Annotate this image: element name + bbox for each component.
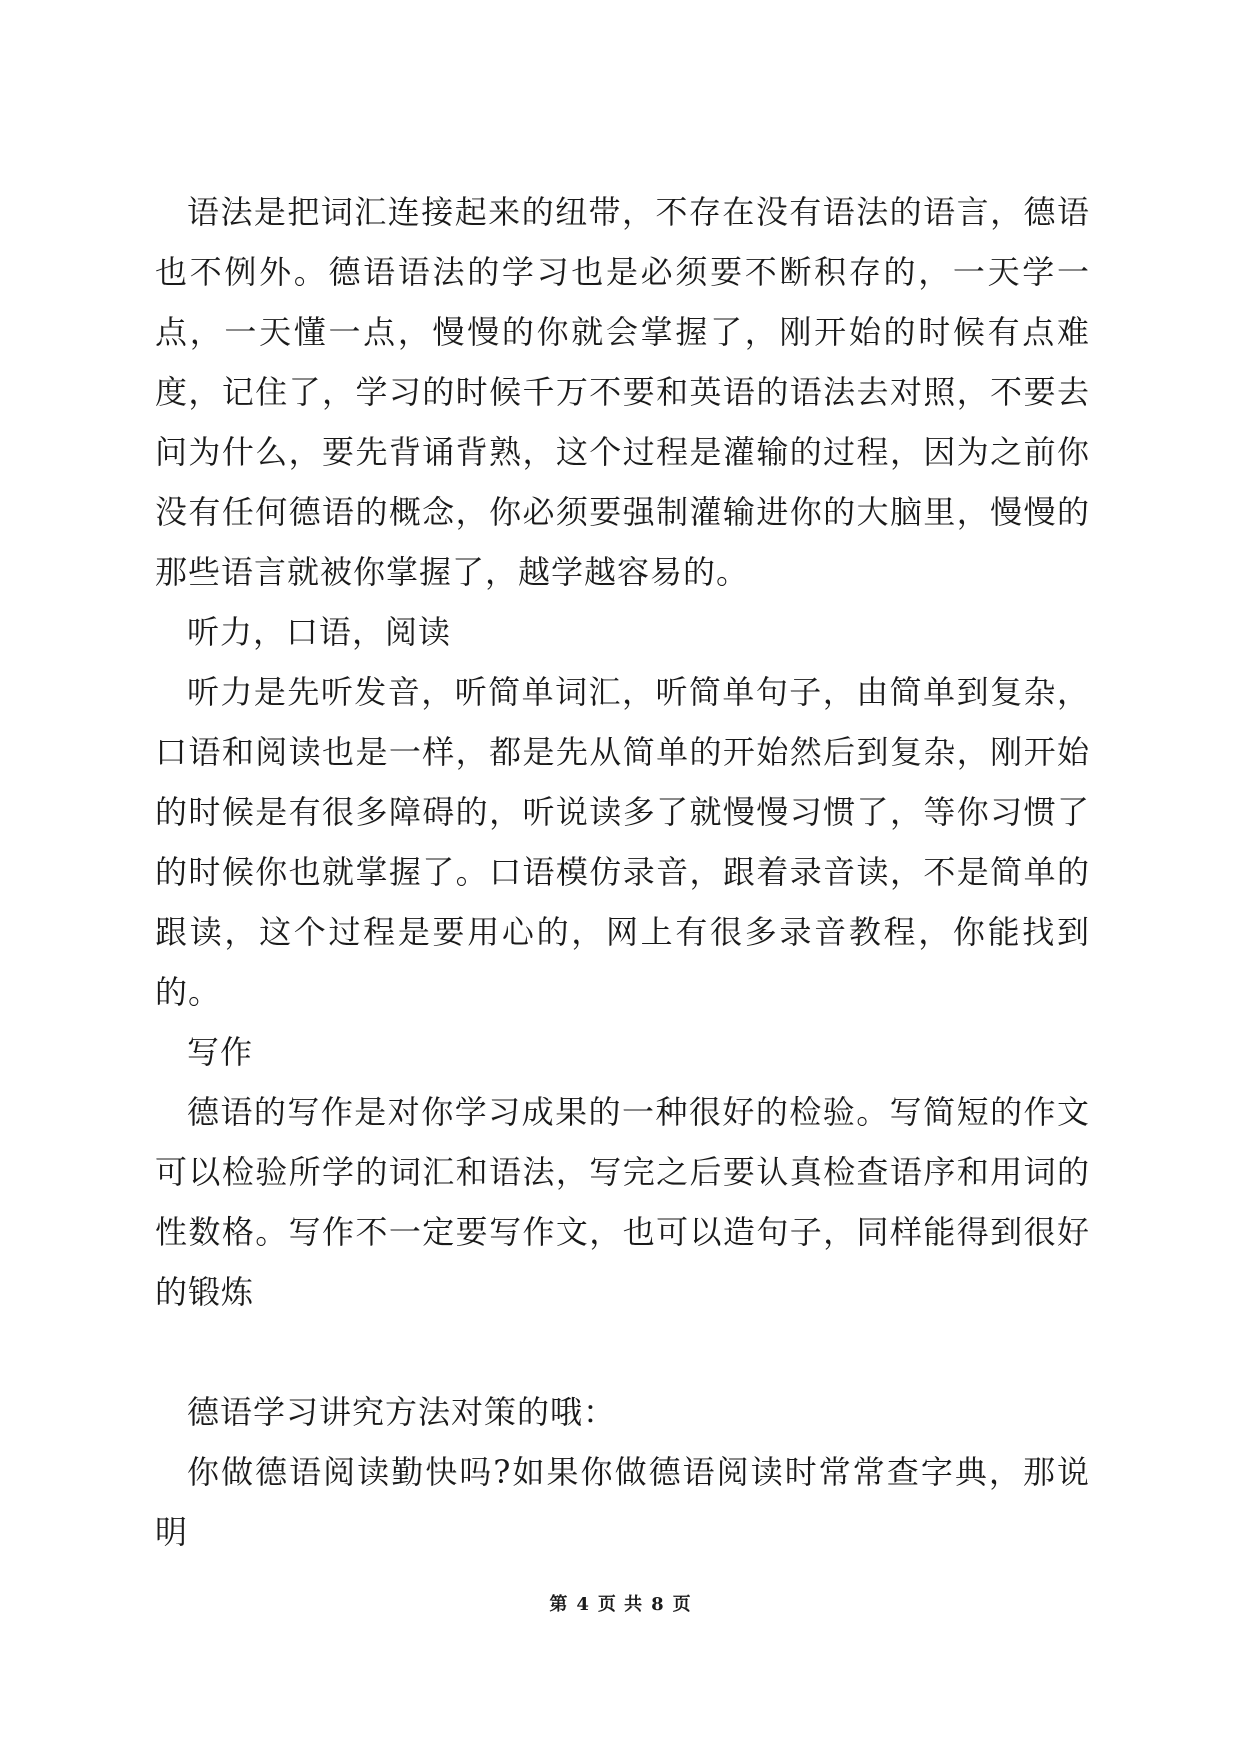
footer-middle: 页 共	[597, 1594, 644, 1615]
document-body	[155, 182, 1090, 1562]
listening-paragraph: 听力是先听发音，听简单词汇，听简单句子，由简单到复杂，口语和阅读也是一样，都是先从简单的开始然后到复杂，刚开始的时候是有很多障碍的，听说读多了就慢慢习惯了，等你习惯了的时候你也就掌握了。口语模仿录音，跟着录音读，不是简单的跟读，这个过程是要用心的，网上有很多录音教程，你能找到的。	[155, 673, 1090, 1011]
paragraph-spacer	[155, 1322, 1090, 1382]
writing-heading: 写作	[187, 1033, 254, 1071]
writing-paragraph: 德语的写作是对你学习成果的一种很好的检验。写简短的作文可以检验所学的词汇和语法，写完之后要认真检查语序和用词的性数格。写作不一定要写作文，也可以造句子，同样能得到很好的锻炼	[155, 1093, 1090, 1311]
listening-heading: 听力，口语，阅读	[187, 613, 452, 651]
method-heading: 德语学习讲究方法对策的哦：	[187, 1393, 617, 1431]
footer-current-page: 4	[576, 1594, 590, 1615]
footer-prefix: 第	[549, 1594, 569, 1615]
reading-paragraph: 你做德语阅读勤快吗?如果你做德语阅读时常常查字典，那说明	[155, 1453, 1090, 1551]
footer-total-pages: 8	[651, 1594, 665, 1615]
footer-suffix: 页	[672, 1594, 692, 1615]
page-footer	[0, 1590, 1241, 1616]
grammar-paragraph: 语法是把词汇连接起来的纽带，不存在没有语法的语言，德语也不例外。德语语法的学习也是必须要不断积存的，一天学一点，一天懂一点，慢慢的你就会掌握了，刚开始的时候有点难度，记住了，学习的时候千万不要和英语的语法去对照，不要去问为什么，要先背诵背熟，这个过程是灌输的过程，因为之前你没有任何德语的概念，你必须要强制灌输进你的大脑里，慢慢的那些语言就被你掌握了，越学越容易的。	[155, 193, 1090, 591]
